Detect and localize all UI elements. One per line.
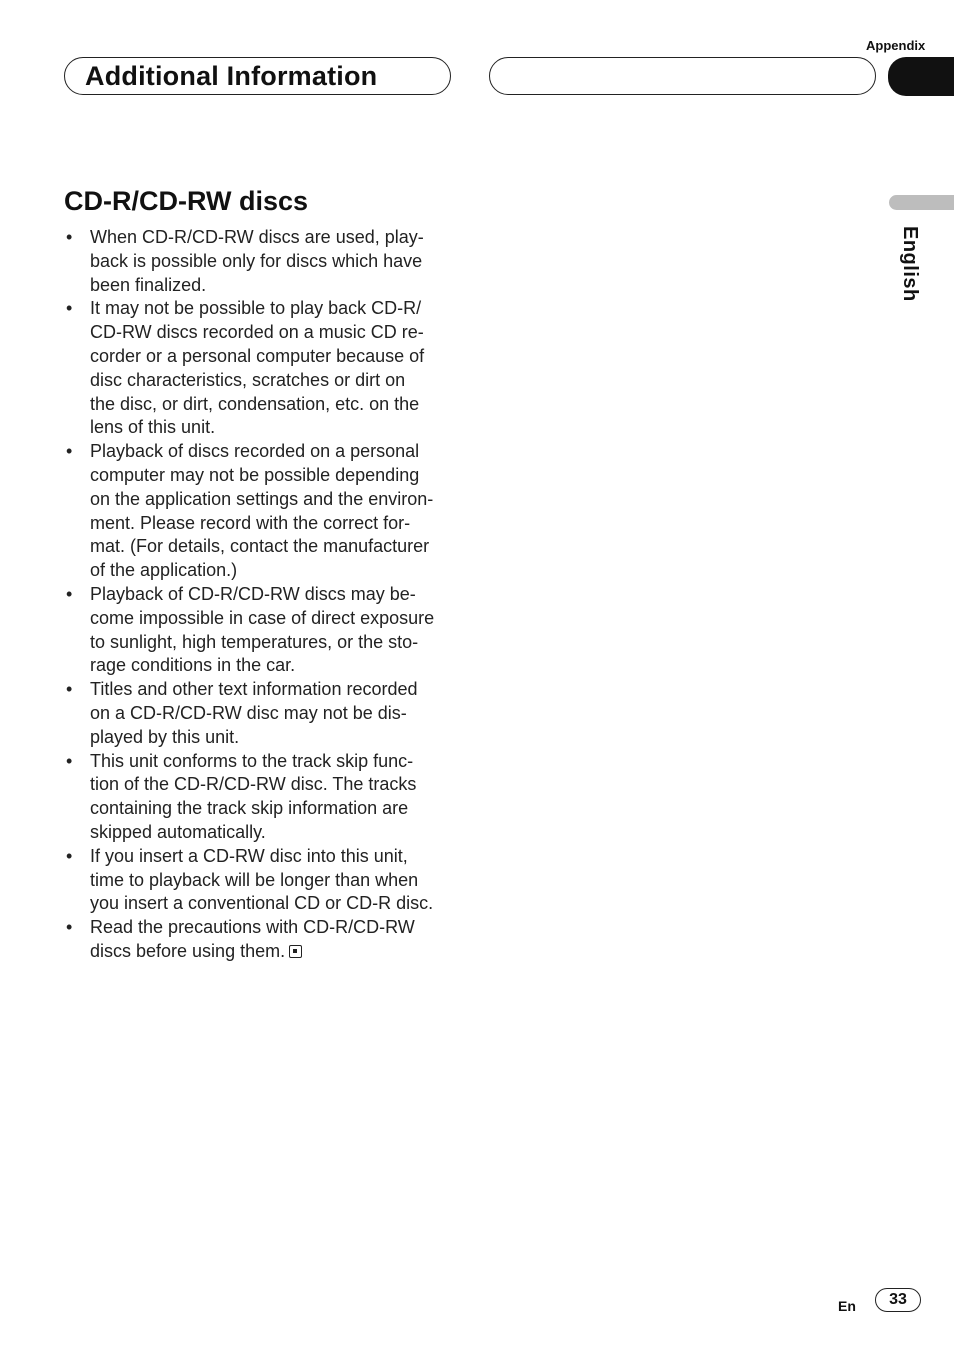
page-number: 33	[875, 1288, 921, 1312]
list-item-text: This unit conforms to the track skip func- tion of the CD-R/CD-RW disc. The tracks containing the track skip information are skipped automatically.	[90, 750, 417, 842]
bullet-marker: •	[66, 227, 73, 247]
bullet-marker: •	[66, 583, 73, 604]
list-item	[64, 226, 456, 297]
list-item	[64, 297, 456, 440]
list-item	[64, 583, 456, 678]
list-item	[64, 750, 456, 845]
list-item	[64, 678, 456, 749]
header-empty-box	[489, 57, 876, 95]
bullet-marker: •	[66, 917, 73, 938]
list-item-text: It may not be possible to play back CD-R/ CD-RW discs recorded on a music CD re- corder or a personal computer because of disc characteristics, scratches or dirt on the disc, or dirt, condensation, etc. on the lens of this unit.	[90, 298, 425, 438]
list-item	[64, 845, 456, 916]
list-item-text: When CD-R/CD-RW discs are used, play- back is possible only for discs which have been finalized.	[90, 227, 424, 295]
language-code: En	[838, 1298, 856, 1314]
appendix-label: Appendix	[866, 38, 926, 53]
bullet-marker: •	[66, 298, 73, 319]
section-title: CD-R/CD-RW discs	[64, 186, 309, 216]
end-mark-icon	[289, 945, 302, 958]
bullet-marker: •	[66, 750, 73, 771]
list-item	[64, 440, 456, 583]
bullet-marker: •	[66, 679, 73, 700]
bullet-marker: •	[66, 845, 73, 866]
list-item-text: Playback of CD-R/CD-RW discs may be- come impossible in case of direct exposure to sunlight, high temperatures, or the sto- rage conditions in the car.	[90, 583, 435, 676]
chapter-tab-marker	[888, 57, 954, 96]
list-item-text: Playback of discs recorded on a personal computer may not be possible depending on the application settings and the environ- ment. Please record with the correct for- mat. (For details, contact the manufacturer of the application.)	[90, 441, 434, 581]
language-tab-marker	[889, 195, 954, 210]
list-item-text: Read the precautions with CD-R/CD-RW discs before using them.	[90, 917, 415, 961]
list-item-text: Titles and other text information recorded on a CD-R/CD-RW disc may not be dis- played by this unit.	[90, 679, 418, 747]
header-title: Additional Information	[85, 61, 378, 91]
bullet-list	[64, 226, 456, 964]
list-item-text: If you insert a CD-RW disc into this unit, time to playback will be longer than when you insert a conventional CD or CD-R disc.	[90, 845, 434, 914]
header-title-box	[64, 57, 451, 95]
side-language-label: English	[899, 226, 921, 302]
bullet-marker: •	[66, 441, 73, 462]
list-item	[64, 916, 456, 964]
